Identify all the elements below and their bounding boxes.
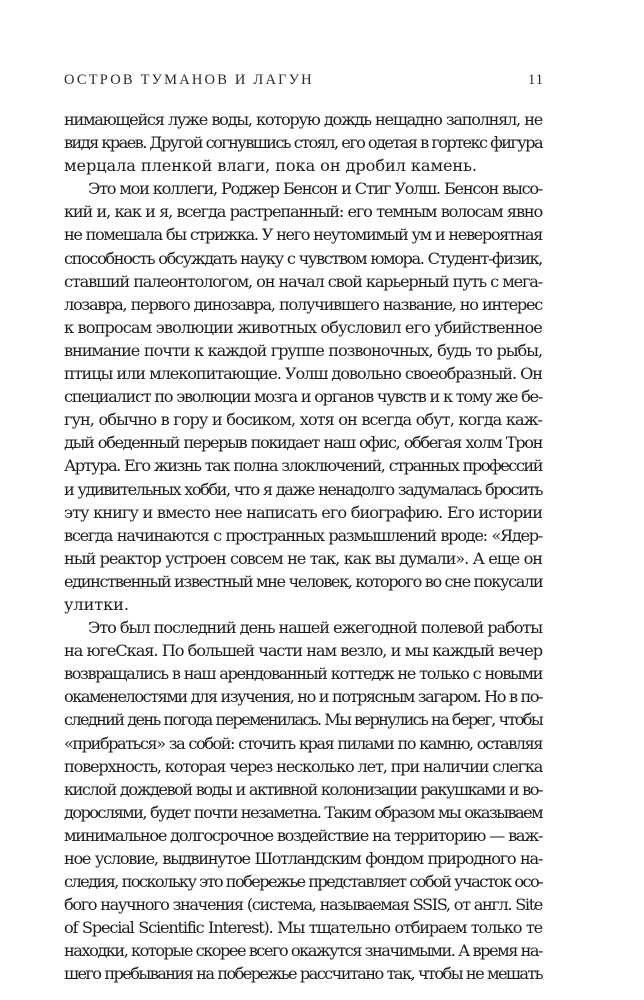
text-line: возвращались в наш арендованный коттедж не только с новыми (64, 664, 542, 684)
text-line: не помешала бы стрижка. У него неутомимый ум и невероятная (64, 225, 542, 245)
text-line: гун, обычно в гору и босиком, хотя он всегда обут, когда каж- (64, 410, 542, 430)
text-line: Артура. Его жизнь так полна злоключений, странных профессий (64, 456, 542, 476)
chapter-title: ОСТРОВ ТУМАНОВ И ЛАГУН (64, 72, 314, 88)
text-line: улитки. (64, 594, 129, 614)
text-line: окаменелостями для изучения, но и потрясным загаром. Но в по- (64, 687, 542, 707)
text-line: поверхность, которая через несколько лет, при наличии слегка (64, 756, 543, 776)
text-line: нимающейся луже воды, которую дождь нещадно заполнял, не (64, 110, 542, 129)
text-line: единственный известный мне человек, которого во сне покусали (64, 571, 543, 591)
text-line: следний день погода переменилась. Мы вернулись на берег, чтобы (64, 710, 542, 730)
text-line: птицы или млекопитающие. Уолш довольно своеобразный. Он (64, 364, 542, 384)
text-line: Это мои коллеги, Роджер Бенсон и Стиг Уолш. Бенсон высо- (88, 179, 542, 199)
text-line: кислой дождевой воды и активной колонизации ракушками и во- (64, 779, 542, 799)
text-line: ный реактор устроен совсем не так, как вы думали». А еще он (64, 548, 542, 568)
text-line: находки, которые скорее всего окажутся значимыми. А время на- (64, 941, 542, 961)
text-line: мерцала пленкой влаги, пока он дробил камень. (64, 156, 477, 176)
text-line: «прибраться» за собой: сточить края пилами по камню, оставляя (64, 733, 542, 753)
text-line: дый обеденный перерыв покидает наш офис, оббегая холм Трон (64, 433, 542, 453)
text-line: способность обсуждать науку с чувством юмора. Студент-физик, (64, 248, 542, 268)
text-line: Это был последний день нашей ежегодной полевой работы (88, 618, 542, 638)
text-line: специалист по эволюции мозга и органов чувств и к тому же бе- (64, 387, 542, 407)
text-line: всегда начинаются с пространных размышлений вроде: «Ядер- (64, 525, 542, 545)
body-text (64, 108, 542, 986)
text-line: ное условие, выдвинутое Шотландским фондом природного на- (64, 849, 542, 868)
text-line: кий и, как и я, всегда растрепанный: его темным волосам явно (64, 202, 542, 222)
running-header (64, 72, 544, 94)
text-line: дорослями, будет почти незаметна. Таким образом мы оказываем (64, 802, 542, 822)
text-line: минимальное долгосрочное воздействие на территорию — важ- (64, 825, 542, 845)
text-line: лозавра, первого динозавра, получившего название, но интерес (64, 294, 542, 314)
page-number: 11 (528, 72, 544, 88)
text-line: ставший палеонтологом, он начал свой карьерный путь с мега- (64, 271, 542, 291)
text-line: of Special Scientific Interest). Мы тщательно отбираем только те (64, 918, 542, 938)
text-line: внимание почти к каждой группе позвоночных, будь то рыбы, (64, 340, 542, 360)
text-line: к вопросам эволюции животных обусловил его убийственное (64, 317, 542, 337)
text-line: на югеСкая. По большей части нам везло, и мы каждый вечер (64, 641, 542, 661)
text-line: следия, поскольку это побережье представляет собой участок осо- (64, 872, 542, 892)
text-line: и удивительных хобби, что я даже ненадолго задумалась бросить (64, 479, 542, 499)
text-line: эту книгу и вместо нее написать его биографию. Его истории (64, 502, 542, 522)
text-line: видя краев. Другой согнувшись стоял, его одетая в гортекс фигура (64, 133, 542, 153)
text-line: шего пребывания на побережье рассчитано так, чтобы не мешать (64, 964, 542, 984)
text-line: бого научного значения (система, называемая SSIS, от англ. Site (64, 895, 542, 915)
